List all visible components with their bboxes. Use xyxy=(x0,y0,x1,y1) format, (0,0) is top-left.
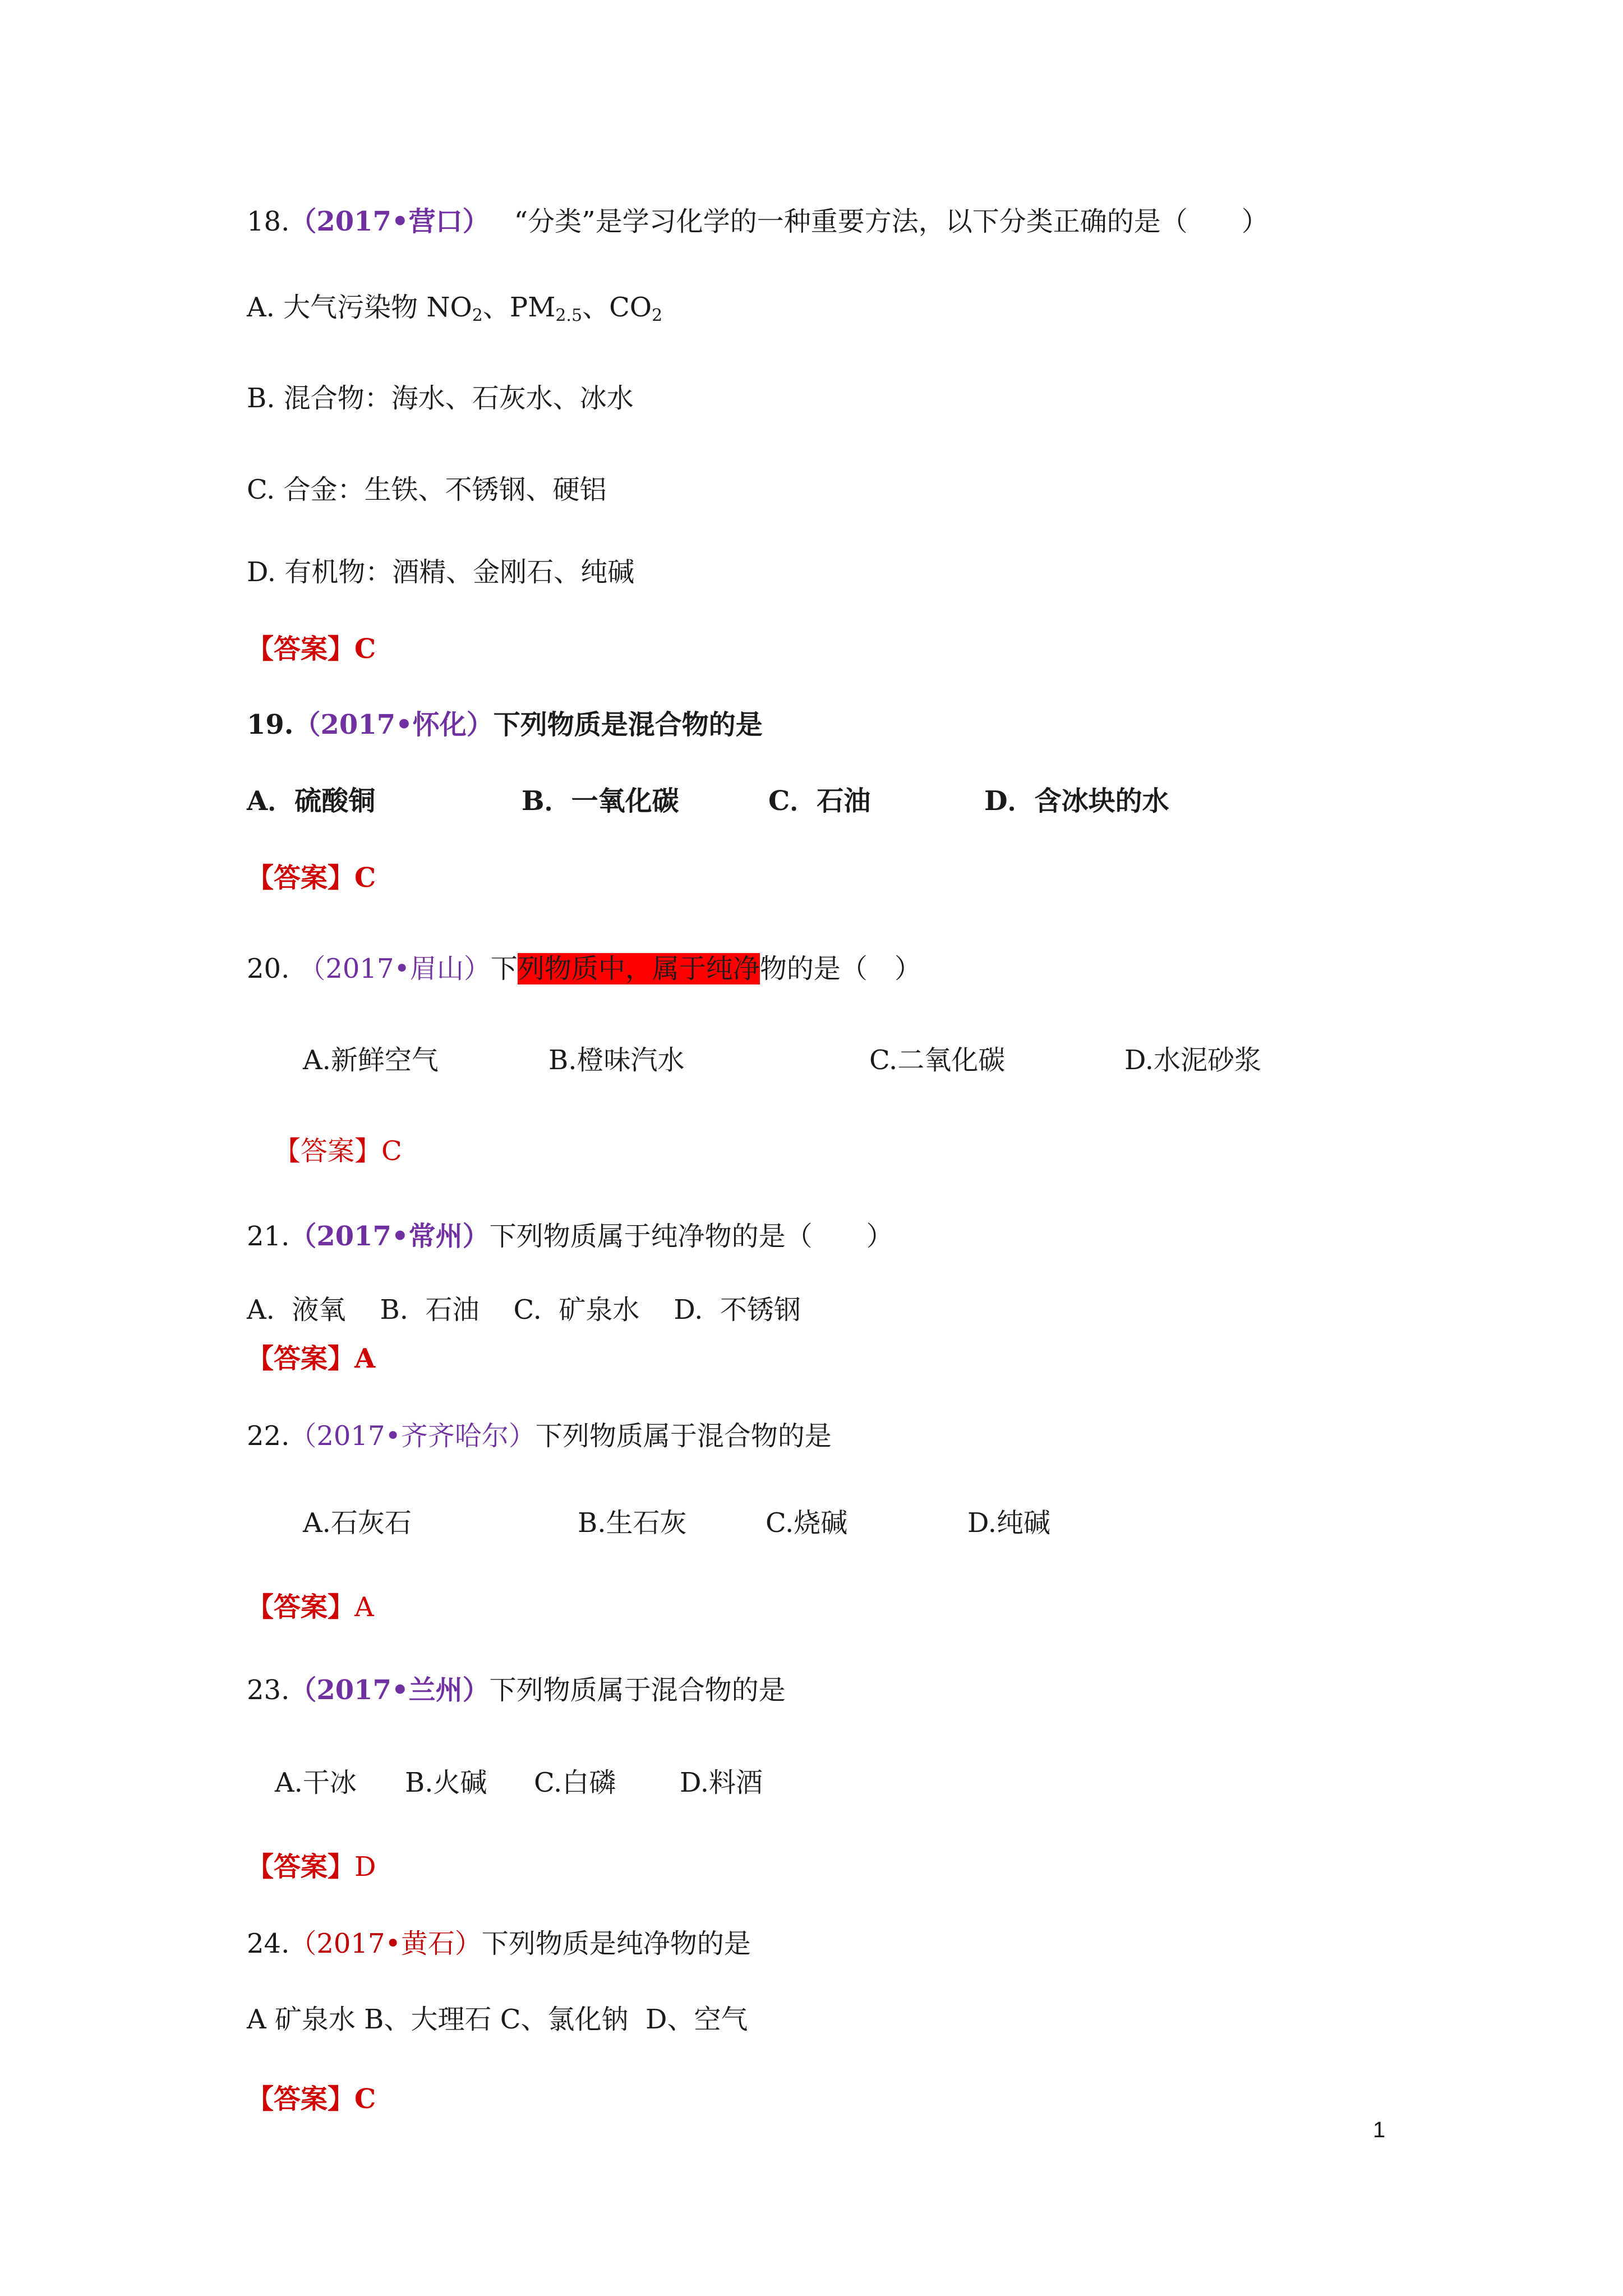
q23-option-c: C.白磷 xyxy=(534,1767,616,1798)
q23-stem xyxy=(247,1673,786,1707)
q21-answer: 【答案】A xyxy=(247,1343,376,1374)
q19-source: （2017•怀化） xyxy=(293,709,494,740)
q22-option-a: A.石灰石 xyxy=(303,1507,412,1539)
q22-option-c: C.烧碱 xyxy=(766,1507,848,1539)
q19-number: 19. xyxy=(247,709,294,740)
q19-answer: 【答案】C xyxy=(247,862,376,894)
q21-text: 下列物质属于纯净物的是（ ） xyxy=(489,1221,893,1252)
q19-text: 下列物质是混合物的是 xyxy=(493,709,763,740)
q20-source: （2017•眉山） xyxy=(298,953,491,984)
q19-option-a: A．硫酸铜 xyxy=(247,785,376,817)
q24-options: A 矿泉水 B、大理石 C、氯化钠 D、空气 xyxy=(247,2004,748,2035)
q22-text: 下列物质属于混合物的是 xyxy=(535,1420,832,1452)
q19-option-c: C．石油 xyxy=(768,785,871,817)
q24-stem xyxy=(247,1927,751,1961)
q24-number: 24. xyxy=(247,1928,290,1959)
q22-source: （2017•齐齐哈尔） xyxy=(289,1420,536,1452)
q21-source: （2017•常州） xyxy=(289,1221,490,1252)
q23-text: 下列物质属于混合物的是 xyxy=(489,1674,786,1706)
q21-number: 21. xyxy=(247,1221,290,1252)
q22-option-b: B.生石灰 xyxy=(578,1507,687,1539)
q18-option-a: A. 大气污染物 $NO_2$、$PM_{2.5}$、$CO_2$ xyxy=(247,292,663,325)
q20-option-d: D.水泥砂浆 xyxy=(1124,1045,1262,1076)
q20-option-a: A.新鲜空气 xyxy=(303,1045,439,1076)
q19-option-b: B．一氧化碳 xyxy=(522,785,679,817)
q20-highlight: 列物质中，属于纯净 xyxy=(517,953,760,984)
q23-number: 23. xyxy=(247,1674,290,1706)
q23-answer: 【答案】D xyxy=(247,1851,376,1883)
q20-answer: 【答案】C xyxy=(274,1135,402,1167)
q22-option-d: D.纯碱 xyxy=(967,1507,1051,1539)
q22-answer: 【答案】A xyxy=(247,1591,374,1623)
q20-option-b: B.橙味汽水 xyxy=(548,1045,685,1076)
q18-answer xyxy=(247,632,376,666)
answer-label: 【答案】 xyxy=(247,633,355,665)
answer-value: C xyxy=(354,633,376,665)
q21-stem xyxy=(247,1220,893,1253)
q19-option-d: D．含冰块的水 xyxy=(984,785,1169,817)
q23-option-b: B.火碱 xyxy=(405,1767,487,1798)
q24-answer: 【答案】C xyxy=(247,2083,376,2115)
q18-number: 18. xyxy=(247,206,290,237)
q18-stem xyxy=(247,205,1269,238)
q22-stem xyxy=(247,1419,832,1453)
q18-text: “分类”是学习化学的一种重要方法，以下分类正确的是（ ） xyxy=(514,206,1269,237)
q20-option-c: C.二氧化碳 xyxy=(869,1045,1006,1076)
q18-option-d: D. 有机物：酒精、金刚石、纯碱 xyxy=(247,556,635,588)
q23-source: （2017•兰州） xyxy=(289,1674,490,1706)
q21-options: A. 液氧 B. 石油 C. 矿泉水 D. 不锈钢 xyxy=(247,1294,801,1326)
q18-option-c: C. 合金：生铁、不锈钢、硬铝 xyxy=(247,474,607,505)
q22-number: 22. xyxy=(247,1420,290,1452)
q20-number: 20. xyxy=(247,953,290,984)
q18-source: （2017•营口） xyxy=(289,206,490,237)
q18-option-b: B. 混合物：海水、石灰水、冰水 xyxy=(247,383,634,414)
q24-text: 下列物质是纯净物的是 xyxy=(481,1928,751,1959)
q20-stem: 20. （2017•眉山）下列物质中，属于纯净物的是（ ） xyxy=(247,953,921,984)
q23-option-a: A.干冰 xyxy=(275,1767,357,1798)
page-number: 1 xyxy=(1373,2118,1386,2142)
q24-source: （2017•黄石） xyxy=(289,1928,482,1959)
q19-stem xyxy=(247,708,763,742)
q23-option-d: D.料酒 xyxy=(680,1767,763,1798)
